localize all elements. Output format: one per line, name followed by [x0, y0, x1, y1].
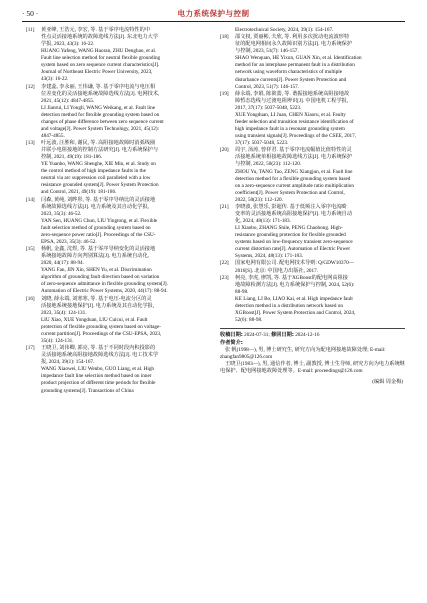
reference-line: LI Jianrui, LI Yongli, WANG Weikang, et al. Fault line	[41, 104, 156, 111]
reference-text	[41, 345, 211, 394]
reference-line: current distortion rate[J]. Automation of Electric Power	[235, 246, 351, 253]
reference-line: algorithm of grounding fault direction based on variation	[41, 274, 160, 281]
reference-number: [22]	[220, 260, 229, 267]
reference-entry	[220, 91, 405, 147]
reference-line: 35(4): 124-131.	[41, 338, 74, 344]
reference-line: 李建蕊, 李永丽, 王伟谦, 等. 基于零序电流与电压相	[41, 83, 156, 90]
reference-line: 2023, 35(4): 124-131.	[41, 309, 87, 316]
reference-entry	[220, 204, 405, 260]
reference-line: 与控制, 2022, 50(23): 112-120.	[235, 161, 302, 168]
reference-number: [13]	[26, 140, 35, 147]
reference-line: 黄亚峰, 王浩元, 李宏, 等. 基于零序电流特性的中	[41, 27, 150, 33]
reference-line: YAN Sen, HUANG Chun, LIU Yingtong, et al. Flexible	[41, 217, 158, 224]
reference-line: detection method for flexible grounding system based on	[41, 111, 160, 118]
reference-line: of zero-sequence admittance in flexible grounding system[J].	[41, 281, 168, 288]
reference-line: EPSA, 2023, 35(3): 46-52.	[41, 238, 97, 245]
reference-line: 52(6): 88-98.	[235, 317, 263, 324]
reference-line: 变率的灵活接地系统高阻接地保护[J]. 电力系统自动	[235, 210, 353, 217]
reference-line: 学报, 2023, 43(3): 16-22.	[41, 41, 95, 48]
reference-line: 邵文权, 贾丽彬, 夫欣, 等. 利用多次扰动电流波形特	[235, 34, 350, 41]
reference-number: [20]	[220, 147, 229, 154]
reference-text	[235, 27, 405, 34]
reference-line: 2022, 50(23): 112-120.	[235, 196, 283, 203]
reference-text	[235, 34, 405, 90]
reference-line: LIU Xiao, XUE Yongduan, LIU Cuicui, et al. Fault	[41, 316, 148, 323]
reference-line: 报, 2024, 39(1): 154-167.	[41, 359, 95, 366]
reference-line: ZHOU Yu, TANG Tao, ZENG Xiangjun, et al. Fault line	[235, 168, 353, 175]
reference-line: detection method in a distribution network based on	[235, 302, 343, 309]
reference-number	[220, 27, 235, 34]
reference-line: coefficient[J]. Power System Protection and Control,	[235, 189, 345, 196]
reference-line: Systems, 2024, 48(13): 171-183.	[235, 253, 304, 260]
reference-line: product projection of different time periods for flexible	[41, 380, 156, 387]
reference-line: 4847-4855.	[41, 132, 65, 139]
reference-line: LI Xiaobo, ZHANG Shile, PENG Chaohong. High-	[235, 225, 343, 232]
reference-number: [23]	[220, 274, 229, 281]
reference-text	[235, 275, 405, 324]
reference-line: 刘晓, 薛永端, 刘寒寒, 等. 基于电压-电流分区的灵	[41, 295, 152, 302]
author-entry: 张 帆(1998—), 男, 博士研究生, 研究方向为配电网接地故障处理; E-mail: zhangfan9805@126.com	[220, 347, 386, 361]
reference-number: [15]	[26, 246, 35, 253]
reference-line: system based on zero sequence current characteristics[J].	[41, 62, 160, 69]
right-reference-list	[220, 27, 405, 324]
reference-line: 与控制, 2023, 51(7): 146-157.	[235, 48, 299, 55]
reference-line: Fault line selection method for neutral flexible grounding	[41, 55, 161, 62]
reference-line: impedance fault line selection method based on inner	[41, 373, 152, 380]
reference-text	[235, 147, 405, 203]
reference-line: YANG Fan, JIN Xin, SHEN Yu, et al. Discrimination	[41, 267, 152, 274]
reference-line: on a zero-sequence current amplitude ratio multiplication	[235, 182, 354, 189]
reference-number: [21]	[220, 203, 229, 210]
reference-entry	[220, 275, 405, 324]
reference-entry	[220, 27, 405, 34]
reference-line: grounding systems[J]. Transactions of China	[41, 387, 134, 394]
reference-number: [16]	[26, 295, 35, 302]
reference-line: 灵活接地系统高阻接地故障选线方法[J]. 电工技术学	[41, 352, 159, 359]
reference-text	[41, 27, 211, 83]
reference-number: [14]	[26, 196, 35, 203]
reference-number: [19]	[220, 90, 229, 97]
reference-line: high impedance fault in a resonant grounding system	[235, 126, 345, 133]
reference-line: 地故障检测方法[J]. 电力系统保护与控制, 2024, 52(6):	[235, 281, 355, 288]
reference-text	[41, 84, 211, 140]
revised-label: 修回日期:	[271, 332, 294, 339]
author-info-heading: 作者简介:	[220, 340, 243, 347]
page-number: · 50 ·	[22, 9, 39, 18]
reference-line: disturbance currents[J]. Power System Protection and	[235, 76, 347, 83]
reference-text	[235, 260, 405, 274]
reference-text	[41, 246, 211, 295]
reference-line: detection method for a flexible grounding system based	[235, 175, 351, 182]
reference-line: SHAO Wenquan, HE Yixun, GUAN Xin, et al. Identification	[235, 55, 362, 62]
editor-credit: (编辑 周金梅)	[372, 379, 403, 386]
left-reference-column	[26, 27, 211, 395]
reference-line: current partition[J]. Proceedings of the CSU-EPSA, 2023,	[41, 330, 162, 337]
reference-line: method for an interphase permanent fault in a distribution	[235, 62, 355, 69]
article-dates	[220, 328, 405, 339]
reference-line: 国家电网有限公司. 配电网技术导则: Q/GDW10370—	[235, 260, 354, 267]
reference-entry	[220, 147, 405, 203]
reference-line: 37(17): 5037-5048, 5223.	[235, 140, 289, 147]
reference-line: systems based on low-frequency transient zero-sequence	[235, 239, 353, 246]
reference-line: 周宇, 汤涛, 曾祥君. 基于零序电流幅值比值特性的灵	[235, 147, 352, 154]
reference-line: 控制, 2021, 49(19): 181-186.	[41, 154, 103, 161]
reference-line: resistance grounding protection for flexible grounded	[235, 232, 346, 239]
reference-text	[41, 197, 211, 246]
journal-title: 电力系统保护与控制	[177, 9, 250, 18]
reference-line: Electrotechnical Society, 2024, 39(1): 154-167.	[235, 27, 334, 33]
reference-line: 活接地系统接地保护[J]. 电力系统及其自动化学报,	[41, 302, 155, 309]
received-date: 2024-07-31;	[244, 332, 270, 339]
reference-line: 障暂态选线与过渡电阻辨识[J]. 中国电机工程学报,	[235, 97, 349, 104]
reference-line: 43(3): 16-22.	[41, 76, 69, 83]
reference-line: network using waveform characteristics of multiple	[235, 69, 343, 76]
reference-entry	[26, 296, 211, 345]
reference-text	[41, 140, 211, 196]
reference-entry	[26, 84, 211, 140]
reference-number: [12]	[26, 83, 35, 90]
reference-number: [18]	[220, 34, 229, 41]
reference-line: 征的配电网相间永久故障识别方法[J]. 电力系统保护	[235, 41, 353, 48]
reference-line: YE Yuanbo, WANG Shenghe, XIE Min, et al. Study on	[41, 161, 156, 168]
reference-text	[235, 204, 405, 260]
reference-entry	[26, 246, 211, 295]
reference-line: 系统接地故障方向判别算法[J]. 电力系统自动化,	[41, 253, 149, 260]
reference-line: 王晓卫, 刘伟卿, 郭亮, 等. 基于不同时段内积投影的	[41, 345, 156, 352]
reference-line: Control, 2023, 51(7): 146-157.	[235, 83, 299, 90]
reference-line: changes of phase difference between zero sequence current	[41, 118, 164, 125]
reference-line: neutral via arc suppression coil paralleled with a low	[41, 175, 151, 182]
reference-line: 杨帆, 金鑫, 沈煜, 等. 基于零序导纳变化的灵活接地	[41, 246, 156, 253]
reference-entry	[26, 140, 211, 196]
reference-line: and Control, 2021, 49(19): 181-186.	[41, 189, 117, 196]
reference-line: 薛永端, 李娟, 陈筱薷, 等. 谐振接地系统高阻接地故	[235, 90, 350, 97]
reference-line: Journal of Northeast Electric Power University, 2023,	[41, 69, 153, 76]
reference-entry	[26, 27, 211, 83]
running-header	[22, 7, 405, 22]
reference-line: 系统故障选线方法[J]. 电力系统及其自动化学报,	[41, 203, 149, 210]
reference-line: HUANG Yafeng, WANG Haoran, ZHU Denghao, et al.	[41, 48, 157, 55]
reference-text	[41, 296, 211, 345]
reference-line: 活接地系统单相接地故障选线方法[J]. 电力系统保护	[235, 154, 353, 161]
reference-line: 88-98.	[235, 288, 249, 295]
reference-entry	[26, 197, 211, 246]
reference-line: 2021, 45(12): 4847-4855.	[41, 97, 95, 104]
reference-line: the control method of high impedance faults in the	[41, 168, 146, 175]
reference-line: zero-sequence power ratio[J]. Proceedings of the CSU-	[41, 231, 156, 238]
reference-line: 位差变化的灵活接地系统故障选线方法[J]. 电网技术,	[41, 90, 160, 97]
reference-line: 闫森, 黄纯, 刘晔彤, 等. 基于零序导纳比的灵活接地	[41, 196, 156, 203]
reference-line: 2020, 44(17): 88-94.	[41, 260, 84, 267]
reference-number: [11]	[26, 27, 35, 33]
author-entry: 王晓卫(1983—), 男, 通信作者, 博士, 副教授, 博士生导师, 研究方向为电力系统继电保护、配电网接地故障处理等。E-mail: proceedings@126.com	[220, 361, 405, 375]
reference-line: KE Liang, LI Bo, LIAO Kai, et al. High impedance fault	[235, 295, 353, 302]
reference-line: and voltage[J]. Power System Technology, 2021, 45(12):	[41, 125, 160, 132]
reference-entry	[220, 34, 405, 90]
right-column	[220, 27, 405, 386]
reference-text	[235, 91, 405, 147]
reference-entry	[220, 260, 405, 274]
reference-line: 叶远波, 汪胜和, 谢民, 等. 高阻接地故障时消弧线圈	[41, 140, 156, 147]
reference-line: Automation of Electric Power Systems, 2020, 44(17): 88-94.	[41, 288, 168, 295]
reference-line: XGBoost[J]. Power System Protection and Control, 2024,	[235, 310, 356, 316]
reference-line: XUE Yongduan, LI Juan, CHEN Xiaoru, et al. Faulty	[235, 111, 346, 118]
reference-line: 化, 2024, 48(13): 171-183.	[235, 218, 291, 225]
reference-line: 2017, 37(17): 5037-5048, 5223.	[235, 104, 302, 111]
reference-line: 性点灵活接地系统的故障选线方法[J]. 东北电力大学	[41, 34, 159, 41]
reference-line: 2023, 35(3): 46-52.	[41, 210, 82, 217]
received-label: 收稿日期:	[220, 332, 243, 339]
reference-line: protection of flexible grounding system based on voltage-	[41, 323, 162, 330]
reference-line: 并联小电阻接地的控制方法研究[J]. 电力系统保护与	[41, 147, 159, 154]
reference-line: WANG Xiaowei, LIU Wenbo, GUO Liang, et al. High	[41, 366, 155, 373]
revised-date: 2024-12-16	[295, 332, 320, 339]
reference-line: 2016[S]. 北京: 中国电力出版社, 2017.	[235, 267, 319, 274]
reference-line: 柯亮, 李虎, 廖凯, 等. 基于XGBoost的配电网高阻接	[235, 274, 348, 281]
reference-line: feeder selection and transition resistance identification of	[235, 118, 354, 125]
reference-line: fault selection method of grounding system based on	[41, 224, 151, 231]
reference-line: 李晓波, 张慧乐, 彭超传. 基于低频注入零序电流畸	[235, 203, 347, 210]
reference-line: using transient signals[J]. Proceedings of the CSEE, 2017,	[235, 133, 357, 140]
reference-number: [17]	[26, 345, 35, 352]
reference-entry	[26, 345, 211, 394]
reference-line: resistance grounded system[J]. Power System Protection	[41, 182, 159, 189]
